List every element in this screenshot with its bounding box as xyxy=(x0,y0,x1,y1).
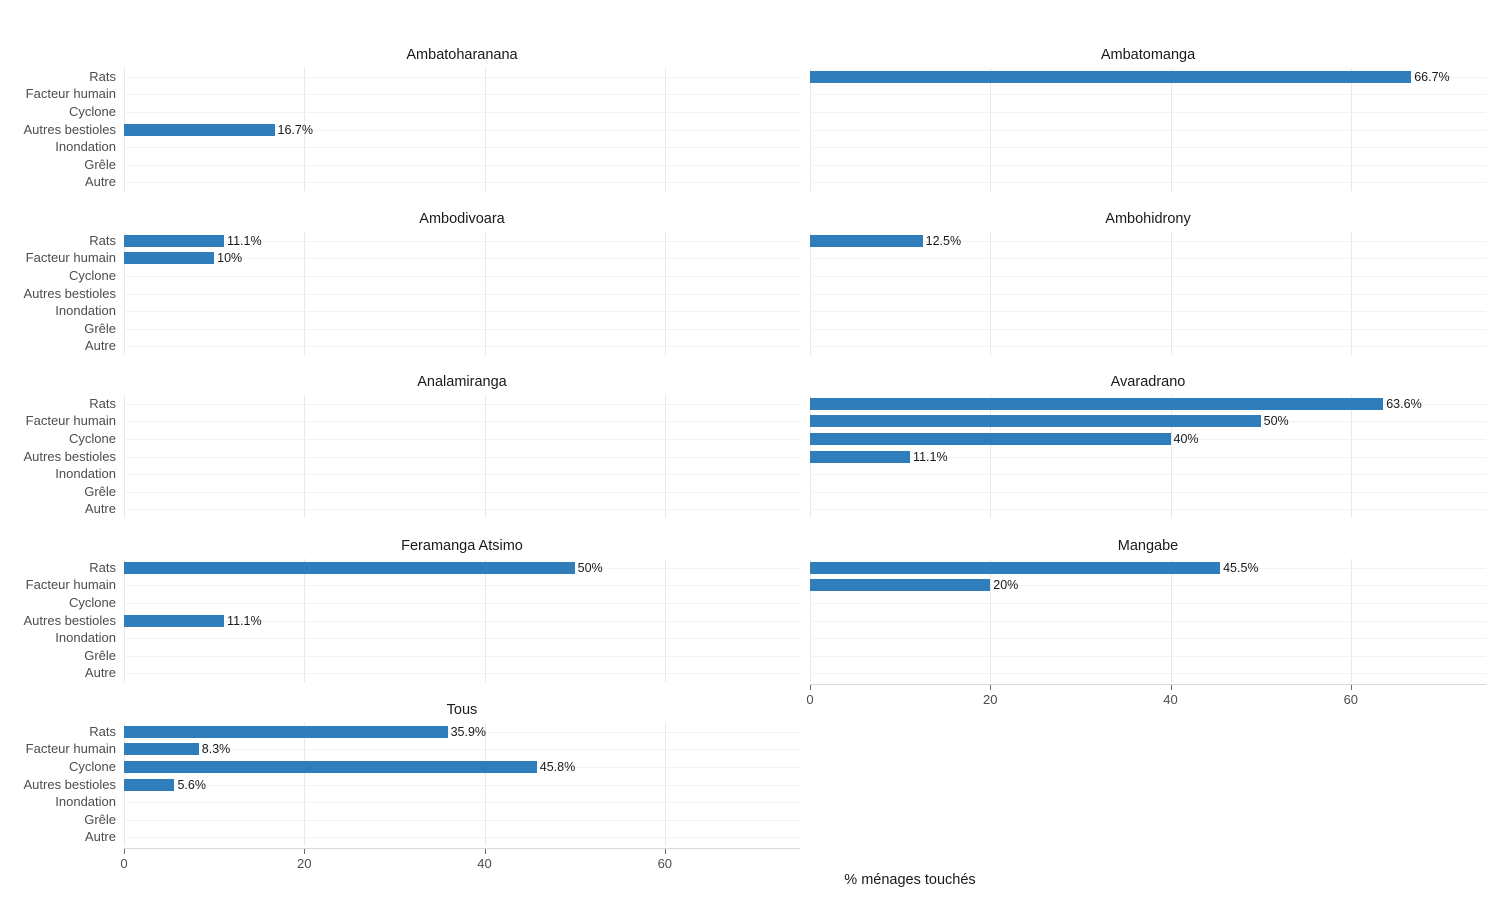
category-label-cyclone: Cyclone xyxy=(69,595,116,610)
panel-title: Analamiranga xyxy=(417,374,507,390)
category-label-rats: Rats xyxy=(89,559,116,575)
chart-panel-mangabe xyxy=(690,537,1486,688)
category-label-rats: Rats xyxy=(89,395,116,411)
row-gridline xyxy=(810,294,1486,295)
panel-title: Ambatomanga xyxy=(1100,47,1196,63)
row-gridline xyxy=(810,603,1486,604)
category-label-facteur-humain: Facteur humain xyxy=(25,577,116,593)
bar-rats xyxy=(810,235,923,247)
chart-panel-ambatoharanana xyxy=(4,46,800,197)
bar-value-label: 11.1% xyxy=(227,613,262,628)
row-gridline xyxy=(810,276,1486,277)
bar-value-label: 10% xyxy=(217,251,243,266)
plot-area xyxy=(810,68,1486,191)
chart-panel-ambohidrony xyxy=(690,210,1486,361)
category-label-rats: Rats xyxy=(89,68,116,84)
row-gridline xyxy=(124,785,800,786)
plot-area xyxy=(810,232,1486,355)
bar-value-label: 12.5% xyxy=(925,233,962,248)
bar-cyclone xyxy=(810,433,1171,445)
bar-facteur-humain xyxy=(810,415,1261,427)
bar-rats xyxy=(810,71,1411,83)
category-label-autres-bestioles: Autres bestioles xyxy=(23,776,116,792)
bar-rats xyxy=(124,726,448,738)
category-label-autre: Autre xyxy=(84,665,116,681)
row-gridline xyxy=(124,820,800,821)
category-label-grêle: Grêle xyxy=(84,320,116,336)
bar-value-label: 5.6% xyxy=(177,777,206,792)
x-axis-right-tick-0 xyxy=(810,685,811,690)
category-label-autres-bestioles: Autres bestioles xyxy=(23,612,116,628)
row-gridline xyxy=(810,457,1486,458)
chart-panel-tous xyxy=(4,701,800,852)
category-label-cyclone: Cyclone xyxy=(69,104,116,119)
bar-value-label: 11.1% xyxy=(227,233,262,248)
category-label-inondation: Inondation xyxy=(55,466,116,482)
x-axis-right-tick-20 xyxy=(990,685,991,690)
category-label-grêle: Grêle xyxy=(84,483,116,499)
bar-value-label: 50% xyxy=(1263,414,1289,429)
row-gridline xyxy=(810,474,1486,475)
category-label-grêle: Grêle xyxy=(84,156,116,172)
bar-value-label: 11.1% xyxy=(913,449,948,464)
row-gridline xyxy=(810,509,1486,510)
panel-title: Mangabe xyxy=(1117,538,1179,554)
x-axis-left-tick-40 xyxy=(485,849,486,854)
category-label-cyclone: Cyclone xyxy=(69,759,116,774)
x-axis-right-tick-label-20: 20 xyxy=(983,692,998,708)
category-label-autre: Autre xyxy=(84,338,116,354)
x-axis-left-tick-0 xyxy=(124,849,125,854)
category-label-facteur-humain: Facteur humain xyxy=(25,86,116,102)
category-label-rats: Rats xyxy=(89,232,116,248)
x-axis-right-tick-label-60: 60 xyxy=(1343,692,1359,708)
category-label-rats: Rats xyxy=(89,723,116,739)
bar-facteur-humain xyxy=(124,252,214,264)
x-axis-right-tick-label-40: 40 xyxy=(1163,692,1178,708)
row-gridline xyxy=(810,656,1486,657)
bar-value-label: 45.8% xyxy=(539,760,576,774)
category-label-autres-bestioles: Autres bestioles xyxy=(23,448,116,464)
row-gridline xyxy=(810,311,1486,312)
bar-autres-bestioles xyxy=(124,124,275,136)
bar-rats xyxy=(810,398,1383,410)
row-gridline xyxy=(810,673,1486,674)
bar-cyclone xyxy=(124,761,537,773)
category-label-inondation: Inondation xyxy=(55,630,116,646)
bar-facteur-humain xyxy=(810,579,990,591)
panel-title: Tous xyxy=(446,702,478,718)
category-label-autre: Autre xyxy=(84,174,116,190)
row-gridline xyxy=(124,837,800,838)
panel-title: Ambatoharanana xyxy=(406,47,518,63)
row-gridline xyxy=(810,130,1486,131)
category-label-inondation: Inondation xyxy=(55,794,116,810)
chart-panel-feramanga-atsimo xyxy=(4,537,800,688)
plot-area xyxy=(810,395,1486,518)
x-axis-right-tick-40 xyxy=(1171,685,1172,690)
category-label-autres-bestioles: Autres bestioles xyxy=(23,121,116,137)
row-gridline xyxy=(810,258,1486,259)
category-label-cyclone: Cyclone xyxy=(69,268,116,283)
row-gridline xyxy=(810,492,1486,493)
category-label-grêle: Grêle xyxy=(84,811,116,827)
category-label-autre: Autre xyxy=(84,501,116,517)
bar-value-label: 8.3% xyxy=(201,742,231,757)
chart-panel-ambatomanga xyxy=(690,46,1486,197)
bar-value-label: 40% xyxy=(1173,432,1199,446)
plot-area xyxy=(810,559,1486,682)
x-axis-left-line xyxy=(124,848,800,849)
row-gridline xyxy=(810,182,1486,183)
x-axis-right-tick-label-0: 0 xyxy=(806,692,814,708)
panel-title: Feramanga Atsimo xyxy=(401,538,523,554)
x-axis-left-tick-label-40: 40 xyxy=(477,856,492,872)
bar-rats xyxy=(124,562,575,574)
category-label-facteur-humain: Facteur humain xyxy=(25,741,116,757)
row-gridline xyxy=(810,147,1486,148)
bar-value-label: 16.7% xyxy=(277,122,313,137)
panel-title: Ambodivoara xyxy=(419,211,505,227)
x-axis-left-tick-label-60: 60 xyxy=(657,856,673,872)
plot-area xyxy=(124,723,800,846)
bar-value-label: 45.5% xyxy=(1223,560,1259,575)
row-gridline xyxy=(810,346,1486,347)
category-label-inondation: Inondation xyxy=(55,303,116,319)
x-axis-right-tick-60 xyxy=(1351,685,1352,690)
bar-value-label: 63.6% xyxy=(1386,396,1422,411)
bar-rats xyxy=(810,562,1220,574)
bar-autres-bestioles xyxy=(124,615,224,627)
row-gridline xyxy=(810,94,1486,95)
row-gridline xyxy=(810,112,1486,113)
x-axis-left-tick-60 xyxy=(665,849,666,854)
row-gridline xyxy=(810,638,1486,639)
row-gridline xyxy=(810,329,1486,330)
bar-autres-bestioles xyxy=(810,451,910,463)
bar-value-label: 20% xyxy=(993,578,1019,593)
chart-panel-avaradrano xyxy=(690,373,1486,524)
category-label-autre: Autre xyxy=(84,829,116,845)
category-label-cyclone: Cyclone xyxy=(69,431,116,446)
bar-autres-bestioles xyxy=(124,779,174,791)
category-label-grêle: Grêle xyxy=(84,647,116,663)
bar-value-label: 50% xyxy=(577,560,603,575)
bar-rats xyxy=(124,235,224,247)
chart-panel-analamiranga xyxy=(4,373,800,524)
panel-title: Ambohidrony xyxy=(1105,211,1191,227)
x-axis-left-tick-20 xyxy=(304,849,305,854)
row-gridline xyxy=(810,165,1486,166)
category-label-facteur-humain: Facteur humain xyxy=(25,413,116,429)
bar-facteur-humain xyxy=(124,743,199,755)
bar-value-label: 35.9% xyxy=(450,724,487,739)
row-gridline xyxy=(124,802,800,803)
chart-panel-ambodivoara xyxy=(4,210,800,361)
bar-value-label: 66.7% xyxy=(1414,69,1450,84)
panel-title: Avaradrano xyxy=(1110,374,1186,390)
x-axis-title: % ménages touchés xyxy=(844,872,976,888)
x-axis-right-line xyxy=(810,684,1486,685)
category-label-autres-bestioles: Autres bestioles xyxy=(23,285,116,301)
x-axis-left-tick-label-20: 20 xyxy=(297,856,312,872)
x-axis-left-tick-label-0: 0 xyxy=(120,856,128,872)
row-gridline xyxy=(810,621,1486,622)
category-label-inondation: Inondation xyxy=(55,139,116,155)
category-label-facteur-humain: Facteur humain xyxy=(25,250,116,266)
